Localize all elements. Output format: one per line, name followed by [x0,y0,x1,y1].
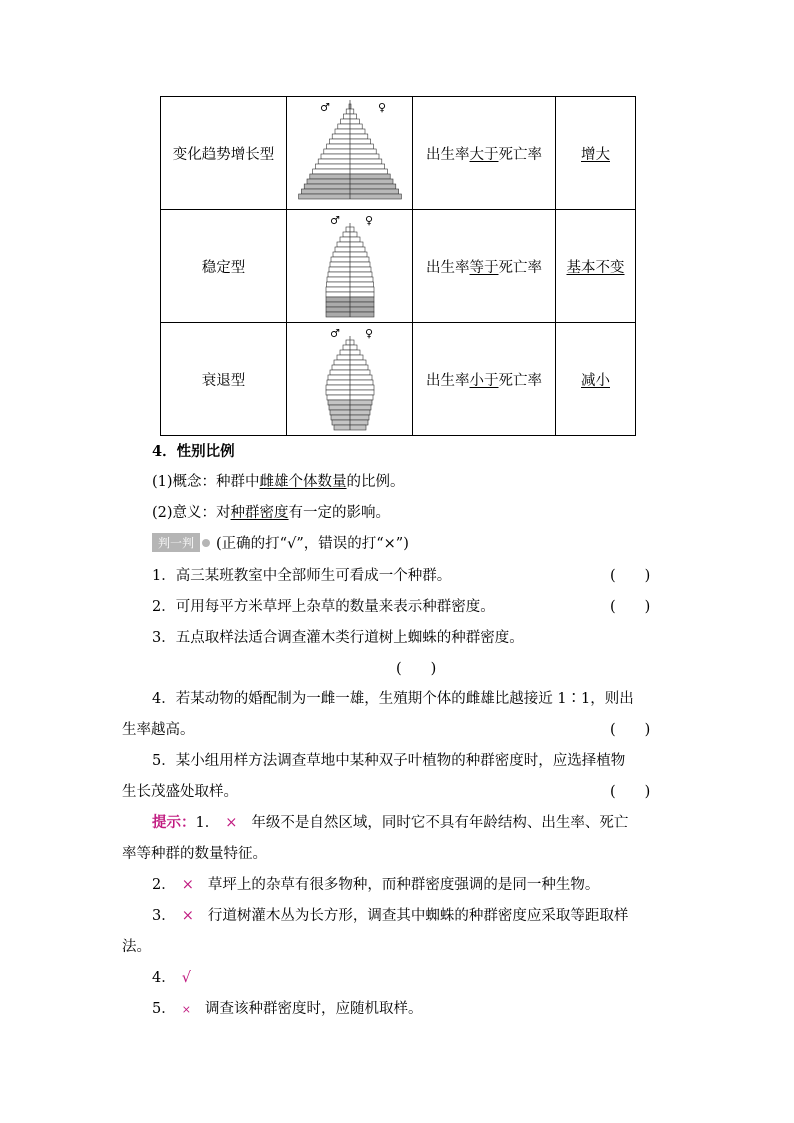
question-5-line1: 5．某小组用样方法调查草地中某种双子叶植物的种群密度时，应选择植物 [152,753,626,769]
type-cell: 衰退型 [161,323,287,436]
condition-cell: 出生率大于死亡率 [413,97,556,210]
cross-mark-icon: × [181,1003,191,1016]
answer-paren: ( ) [610,599,651,615]
table-row [161,97,636,210]
cross-mark-icon: × [181,908,194,924]
female-symbol: ♀ [377,101,386,114]
question-4-line1: 4．若某动物的婚配制为一雌一雄，生殖期个体的雌雄比越接近 1∶1，则出 [152,691,634,707]
condition-cell: 出生率小于死亡率 [413,323,556,436]
question-1: 1．高三某班教室中全部师生可看成一个种群。 [152,568,452,584]
result-cell: 减小 [556,323,636,436]
hint-3-line1: 3． × 行道树灌木丛为长方形，调查其中蜘蛛的种群密度应采取等距取样 [152,908,629,924]
table-row [161,323,636,436]
question-3: 3．五点取样法适合调查灌木类行道树上蜘蛛的种群密度。 [152,630,524,646]
male-symbol: ♂ [319,101,330,114]
pyramid-cell [287,97,413,210]
meaning-line: (2)意义：对种群密度有一定的影响。 [152,505,391,521]
check-mark-icon: √ [181,970,191,986]
male-symbol: ♂ [329,327,340,340]
hint-5: 5． × 调查该种群密度时，应随机取样。 [152,1001,423,1017]
hint-1-line1: 提示：1． × 年级不是自然区域，同时它不具有年龄结构、出生率、死亡 [152,814,629,831]
judge-badge: 判一判 [152,533,200,552]
pyramid-cell [287,210,413,323]
condition-cell: 出生率等于死亡率 [413,210,556,323]
age-structure-table [160,96,636,436]
pyramid-cell [287,323,413,436]
hint-3-line2: 法。 [122,939,151,955]
stable-pyramid-diagram [290,213,410,319]
question-5-line2: 生长茂盛处取样。 [122,784,238,800]
type-cell: 变化趋势增长型 [161,97,287,210]
answer-paren: ( ) [610,568,651,584]
female-symbol: ♀ [364,214,373,227]
hint-label: 提示： [152,814,196,831]
cross-mark-icon: × [225,815,238,831]
female-symbol: ♀ [364,327,373,340]
result-cell: 增大 [556,97,636,210]
concept-line: (1)概念：种群中雌雄个体数量的比例。 [152,474,405,490]
answer-paren: ( ) [610,784,651,800]
cross-mark-icon: × [181,877,194,893]
hint-1-line2: 率等种群的数量特征。 [122,846,267,862]
hint-4: 4． √ [152,970,191,986]
table-row [161,210,636,323]
hint-2: 2． × 草坪上的杂草有很多物种，而种群密度强调的是同一种生物。 [152,877,600,893]
decline-pyramid-diagram [290,326,410,432]
question-2: 2．可用每平方米草坪上杂草的数量来表示种群密度。 [152,599,495,615]
growth-pyramid-diagram [290,100,410,206]
answer-paren: ( ) [396,661,437,677]
judge-header: 判一判 (正确的打“√”，错误的打“×”) [152,532,409,553]
section-title: 4．性别比例 [152,443,235,460]
answer-paren: ( ) [610,722,651,738]
badge-dot-icon [202,539,210,547]
result-cell: 基本不变 [556,210,636,323]
question-4-line2: 生率越高。 [122,722,195,738]
male-symbol: ♂ [329,214,340,227]
type-cell: 稳定型 [161,210,287,323]
